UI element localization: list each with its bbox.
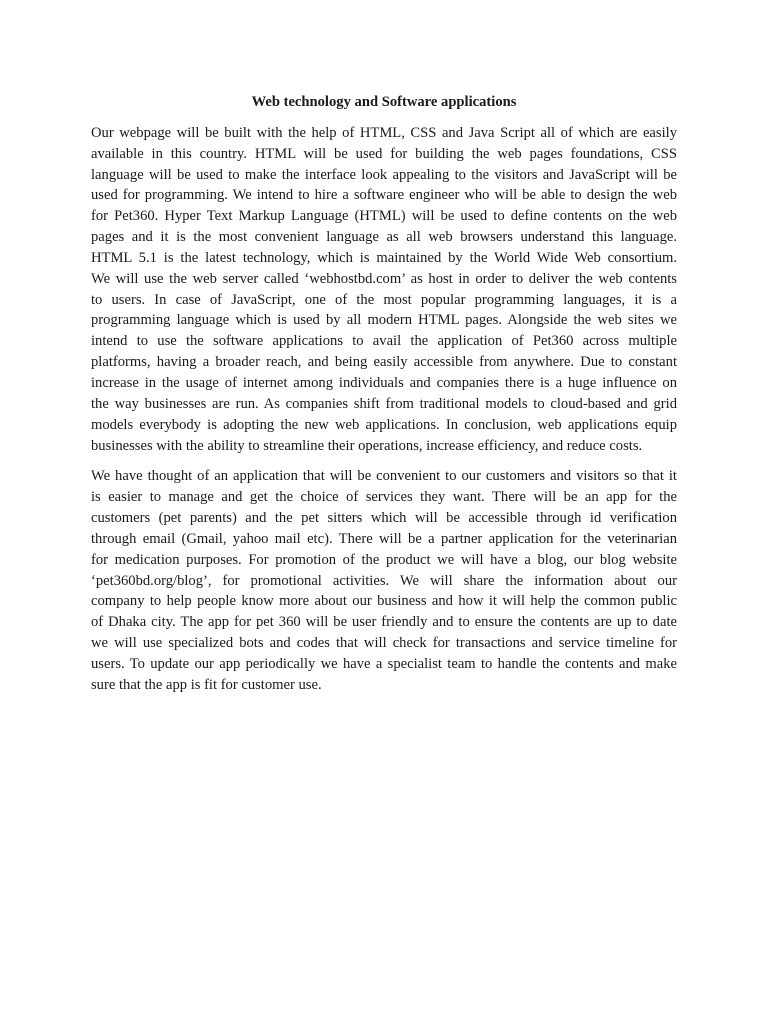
paragraph-line: customers (pet parents) and the pet sitters which will be accessible through id verification [91,510,677,527]
paragraph-line: users. To update our app periodically we have a specialist team to handle the contents and make [91,655,677,672]
paragraph-line: language will be used to make the interface look appealing to the visitors and JavaScript will be [91,166,677,183]
paragraph-line: ‘pet360bd.org/blog’, for promotional activities. We will share the information about our [91,572,677,589]
paragraph-line: pages and it is the most convenient language as all web browsers understand this language. [91,229,677,246]
paragraph-line: used for programming. We intend to hire a software engineer who will be able to design the web [91,187,677,204]
paragraph-line: company to help people know more about our business and how it will help the common public [91,593,677,610]
paragraph-line: HTML 5.1 is the latest technology, which is maintained by the World Wide Web consortium. [91,249,677,266]
paragraph-line: sure that the app is fit for customer use. [91,676,322,693]
paragraph-line: the way businesses are run. As companies shift from traditional models to cloud-based and grid [91,395,677,412]
paragraph-line: through email (Gmail, yahoo mail etc). There will be a partner application for the veterinarian [91,530,677,547]
paragraph-line: available in this country. HTML will be used for building the web pages foundations, CSS [91,145,677,162]
paragraph-line: increase in the usage of internet among individuals and companies there is a huge influence on [91,374,677,391]
paragraph-2 [91,466,677,695]
paragraph-line: We have thought of an application that will be convenient to our customers and visitors so that it [91,468,677,485]
paragraph-line: businesses with the ability to streamline their operations, increase efficiency, and reduce costs. [91,437,643,454]
paragraph-line: intend to use the software applications to avail the application of Pet360 across multiple [91,333,677,350]
paragraph-line: is easier to manage and get the choice of services they want. There will be an app for the [91,489,677,506]
paragraph-line: for Pet360. Hyper Text Markup Language (HTML) will be used to define contents on the web [91,208,677,225]
paragraph-line: to users. In case of JavaScript, one of the most popular programming languages, it is a [91,291,677,308]
paragraph-line: for medication purposes. For promotion of the product we will have a blog, our blog website [91,551,677,568]
paragraph-line: programming language which is used by all modern HTML pages. Alongside the web sites we [91,312,677,329]
paragraph-1 [91,123,677,457]
paragraph-line: Our webpage will be built with the help of HTML, CSS and Java Script all of which are easily [91,124,677,141]
paragraph-line: models everybody is adopting the new web applications. In conclusion, web applications equip [91,416,677,433]
document-title: Web technology and Software applications [251,94,517,110]
document-body [91,92,677,696]
paragraph-line: of Dhaka city. The app for pet 360 will be user friendly and to ensure the contents are up to date [91,614,677,631]
paragraph-line: platforms, having a broader reach, and being easily accessible from anywhere. Due to constant [91,354,677,371]
paragraph-line: we will use specialized bots and codes that will check for transactions and service timeline for [91,635,677,652]
paragraph-line: We will use the web server called ‘webhostbd.com’ as host in order to deliver the web contents [91,270,677,287]
